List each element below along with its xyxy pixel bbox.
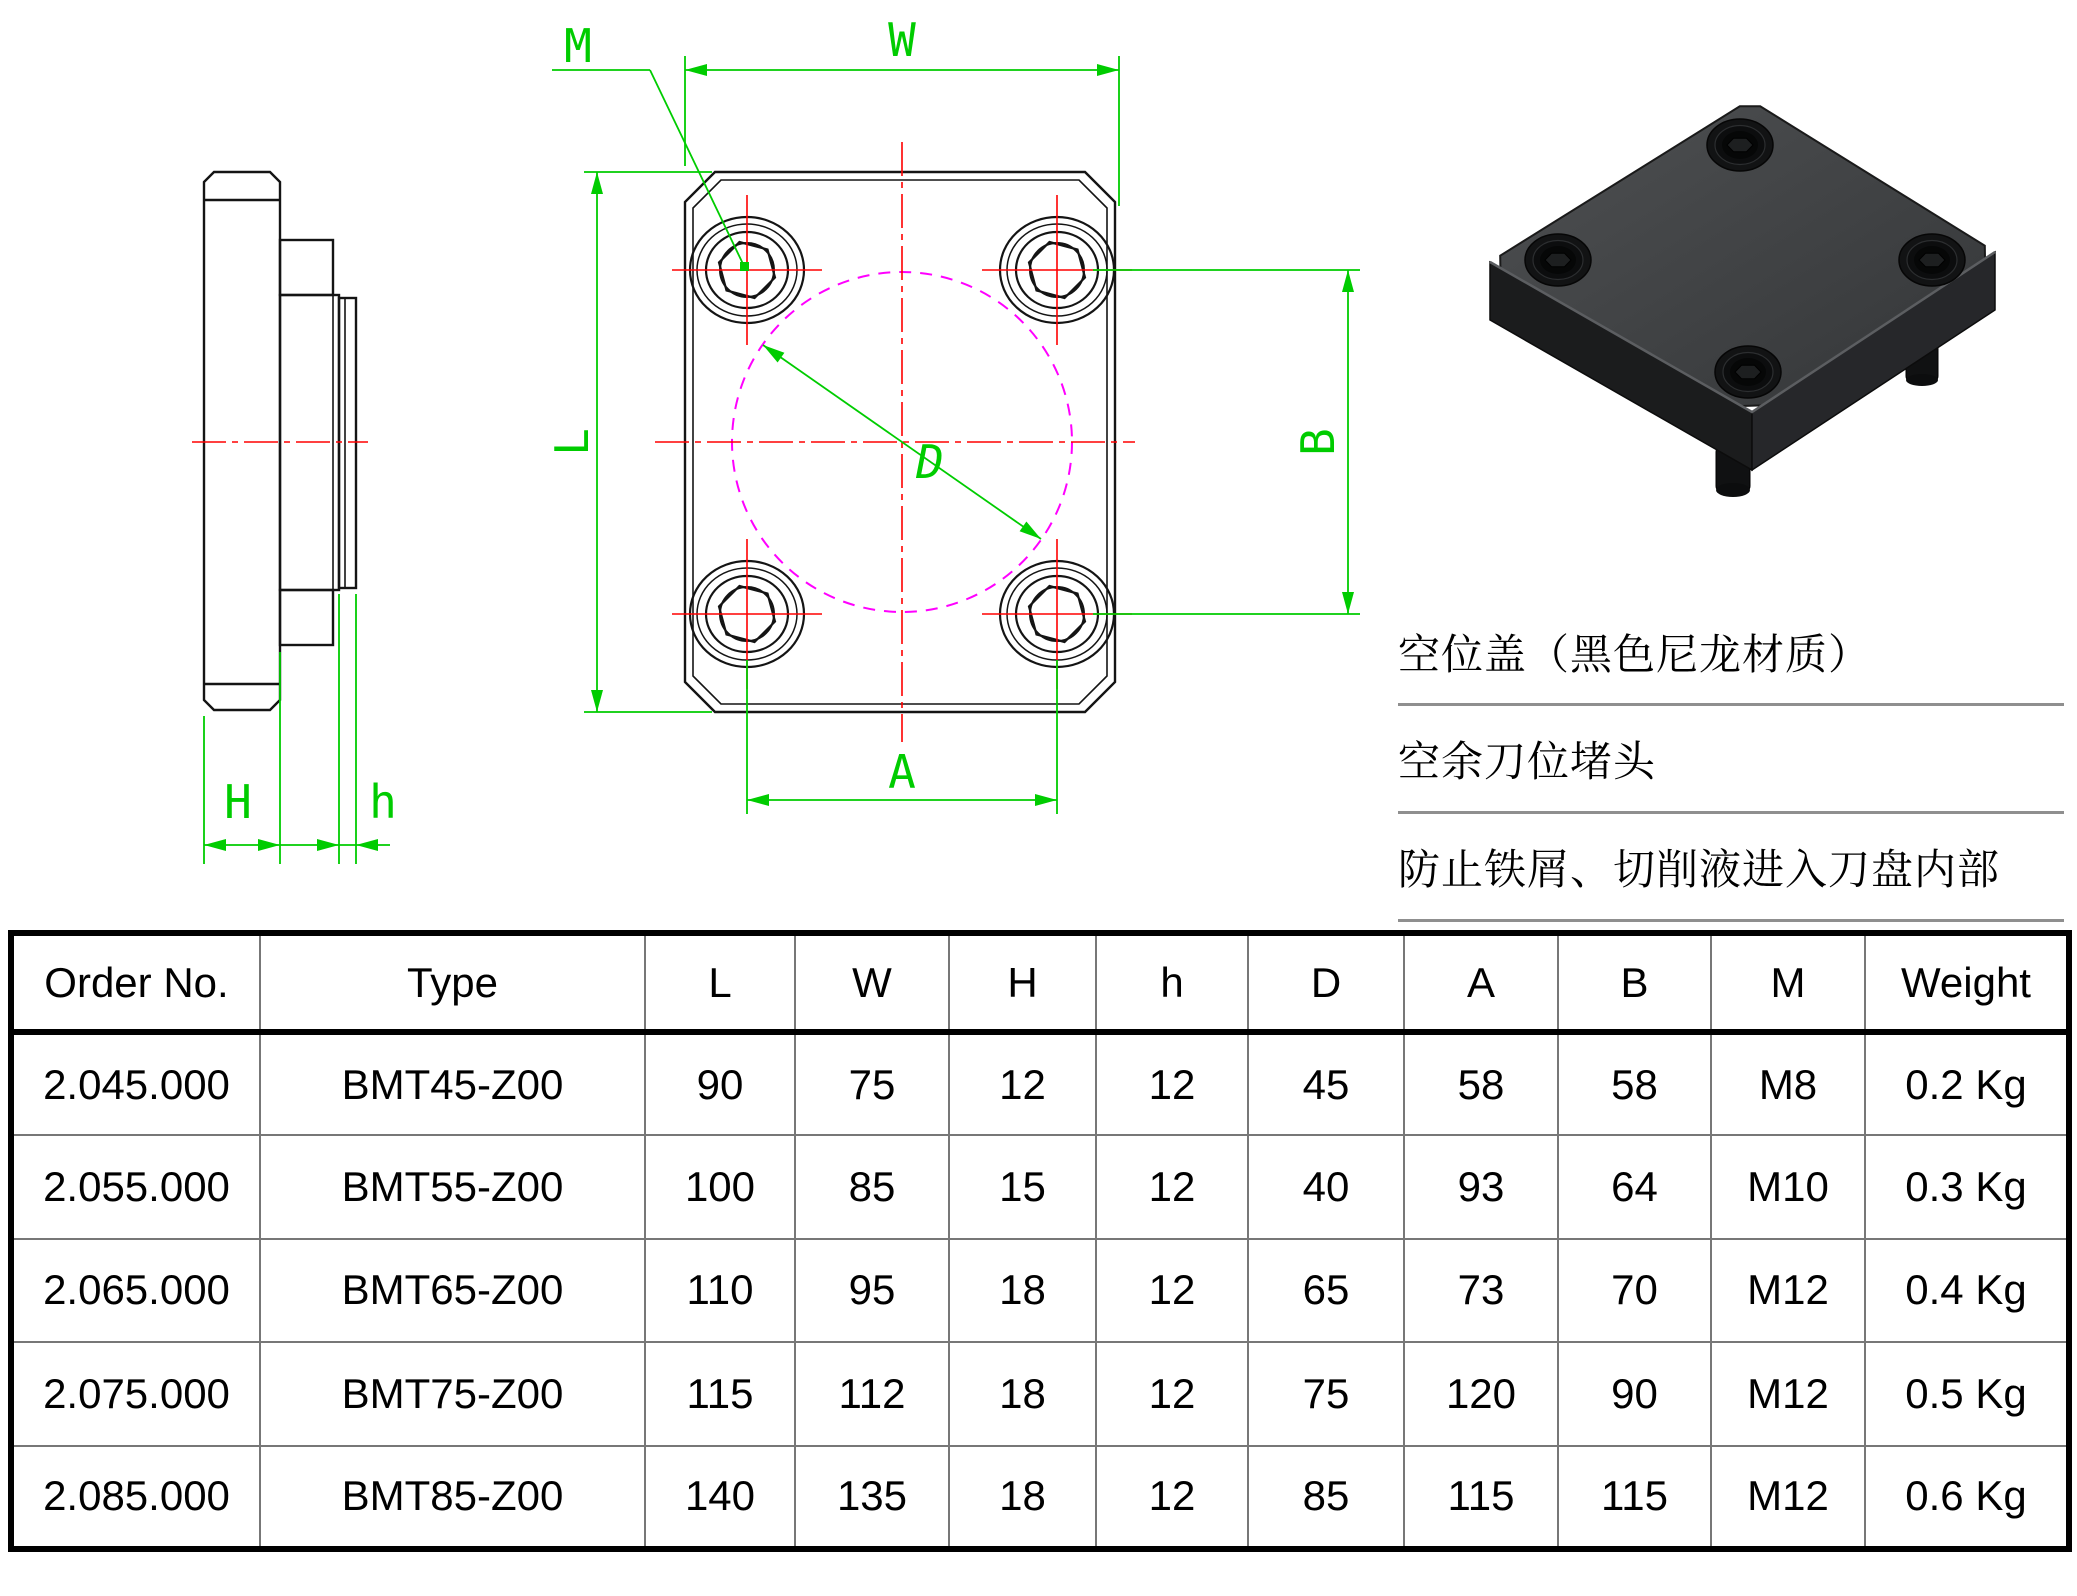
cell-h-upper: 18 bbox=[949, 1239, 1096, 1342]
dim-label-h-upper: H bbox=[224, 775, 252, 829]
cell-a: 58 bbox=[1404, 1032, 1558, 1135]
cell-a: 120 bbox=[1404, 1342, 1558, 1445]
cell-m: M8 bbox=[1711, 1032, 1865, 1135]
cell-weight: 0.6 Kg bbox=[1865, 1446, 2069, 1549]
dim-label-b: B bbox=[1291, 428, 1345, 456]
cell-h-lower: 12 bbox=[1096, 1239, 1248, 1342]
spec-table bbox=[8, 930, 2072, 1552]
cell-order-no: 2.045.000 bbox=[11, 1032, 260, 1135]
spec-row bbox=[11, 1446, 2069, 1549]
cell-h-lower: 12 bbox=[1096, 1032, 1248, 1135]
spec-row bbox=[11, 1239, 2069, 1342]
cell-d: 85 bbox=[1248, 1446, 1404, 1549]
cell-d: 45 bbox=[1248, 1032, 1404, 1135]
cell-w: 85 bbox=[795, 1135, 949, 1238]
cell-m: M12 bbox=[1711, 1342, 1865, 1445]
dim-label-a: A bbox=[888, 745, 916, 799]
cell-weight: 0.5 Kg bbox=[1865, 1342, 2069, 1445]
dim-label-w: W bbox=[888, 13, 916, 67]
cell-h-upper: 18 bbox=[949, 1342, 1096, 1445]
cell-l: 110 bbox=[645, 1239, 795, 1342]
cell-type: BMT85-Z00 bbox=[260, 1446, 645, 1549]
dim-label-d: D bbox=[916, 435, 944, 489]
note-text-2: 空余刀位堵头 bbox=[1398, 737, 1657, 785]
cell-h-upper: 12 bbox=[949, 1032, 1096, 1135]
product-photo-3d bbox=[1490, 106, 1995, 497]
cell-order-no: 2.075.000 bbox=[11, 1342, 260, 1445]
header-cell-a: A bbox=[1404, 933, 1558, 1032]
cell-a: 93 bbox=[1404, 1135, 1558, 1238]
note-line-3 bbox=[1398, 814, 2064, 922]
header-cell-weight: Weight bbox=[1865, 933, 2069, 1032]
cell-order-no: 2.085.000 bbox=[11, 1446, 260, 1549]
cell-weight: 0.2 Kg bbox=[1865, 1032, 2069, 1135]
side-view-drawing bbox=[204, 172, 356, 710]
spec-row bbox=[11, 1342, 2069, 1445]
header-cell-w: W bbox=[795, 933, 949, 1032]
spec-row bbox=[11, 1032, 2069, 1135]
cell-w: 75 bbox=[795, 1032, 949, 1135]
header-cell-l: L bbox=[645, 933, 795, 1032]
dimension-arrowheads bbox=[204, 64, 1354, 851]
cell-h-lower: 12 bbox=[1096, 1446, 1248, 1549]
cell-l: 90 bbox=[645, 1032, 795, 1135]
cell-a: 73 bbox=[1404, 1239, 1558, 1342]
cell-type: BMT75-Z00 bbox=[260, 1342, 645, 1445]
spec-row bbox=[11, 1135, 2069, 1238]
cell-l: 140 bbox=[645, 1446, 795, 1549]
cell-order-no: 2.055.000 bbox=[11, 1135, 260, 1238]
cell-order-no: 2.065.000 bbox=[11, 1239, 260, 1342]
header-cell-d: D bbox=[1248, 933, 1404, 1032]
cell-m: M12 bbox=[1711, 1239, 1865, 1342]
header-cell-order-no: Order No. bbox=[11, 933, 260, 1032]
header-cell-type: Type bbox=[260, 933, 645, 1032]
cell-l: 100 bbox=[645, 1135, 795, 1238]
cell-d: 40 bbox=[1248, 1135, 1404, 1238]
cell-h-lower: 12 bbox=[1096, 1342, 1248, 1445]
cell-b: 70 bbox=[1558, 1239, 1711, 1342]
cell-type: BMT65-Z00 bbox=[260, 1239, 645, 1342]
dim-label-h-lower: h bbox=[369, 775, 397, 829]
product-notes bbox=[1398, 600, 2064, 922]
dim-label-l: L bbox=[545, 428, 599, 456]
cell-w: 135 bbox=[795, 1446, 949, 1549]
cell-m: M12 bbox=[1711, 1446, 1865, 1549]
header-cell-h-upper: H bbox=[949, 933, 1096, 1032]
cell-type: BMT45-Z00 bbox=[260, 1032, 645, 1135]
cell-h-lower: 12 bbox=[1096, 1135, 1248, 1238]
header-cell-b: B bbox=[1558, 933, 1711, 1032]
cell-b: 64 bbox=[1558, 1135, 1711, 1238]
header-cell-m: M bbox=[1711, 933, 1865, 1032]
header-row bbox=[11, 933, 2069, 1032]
cell-weight: 0.4 Kg bbox=[1865, 1239, 2069, 1342]
cell-h-upper: 15 bbox=[949, 1135, 1096, 1238]
cell-h-upper: 18 bbox=[949, 1446, 1096, 1549]
cell-d: 75 bbox=[1248, 1342, 1404, 1445]
note-line-2 bbox=[1398, 706, 2064, 814]
cell-w: 95 bbox=[795, 1239, 949, 1342]
cell-d: 65 bbox=[1248, 1239, 1404, 1342]
note-line-1 bbox=[1398, 600, 2064, 706]
note-text-3: 防止铁屑、切削液进入刀盘内部 bbox=[1398, 845, 2001, 893]
cell-l: 115 bbox=[645, 1342, 795, 1445]
cell-b: 90 bbox=[1558, 1342, 1711, 1445]
dimension-lines bbox=[204, 56, 1360, 864]
cell-type: BMT55-Z00 bbox=[260, 1135, 645, 1238]
note-text-1: 空位盖（黑色尼龙材质） bbox=[1398, 630, 1872, 678]
dim-label-m: M bbox=[564, 19, 592, 73]
cell-a: 115 bbox=[1404, 1446, 1558, 1549]
header-cell-h-lower: h bbox=[1096, 933, 1248, 1032]
cell-b: 115 bbox=[1558, 1446, 1711, 1549]
cell-m: M10 bbox=[1711, 1135, 1865, 1238]
cell-weight: 0.3 Kg bbox=[1865, 1135, 2069, 1238]
cell-w: 112 bbox=[795, 1342, 949, 1445]
cell-b: 58 bbox=[1558, 1032, 1711, 1135]
